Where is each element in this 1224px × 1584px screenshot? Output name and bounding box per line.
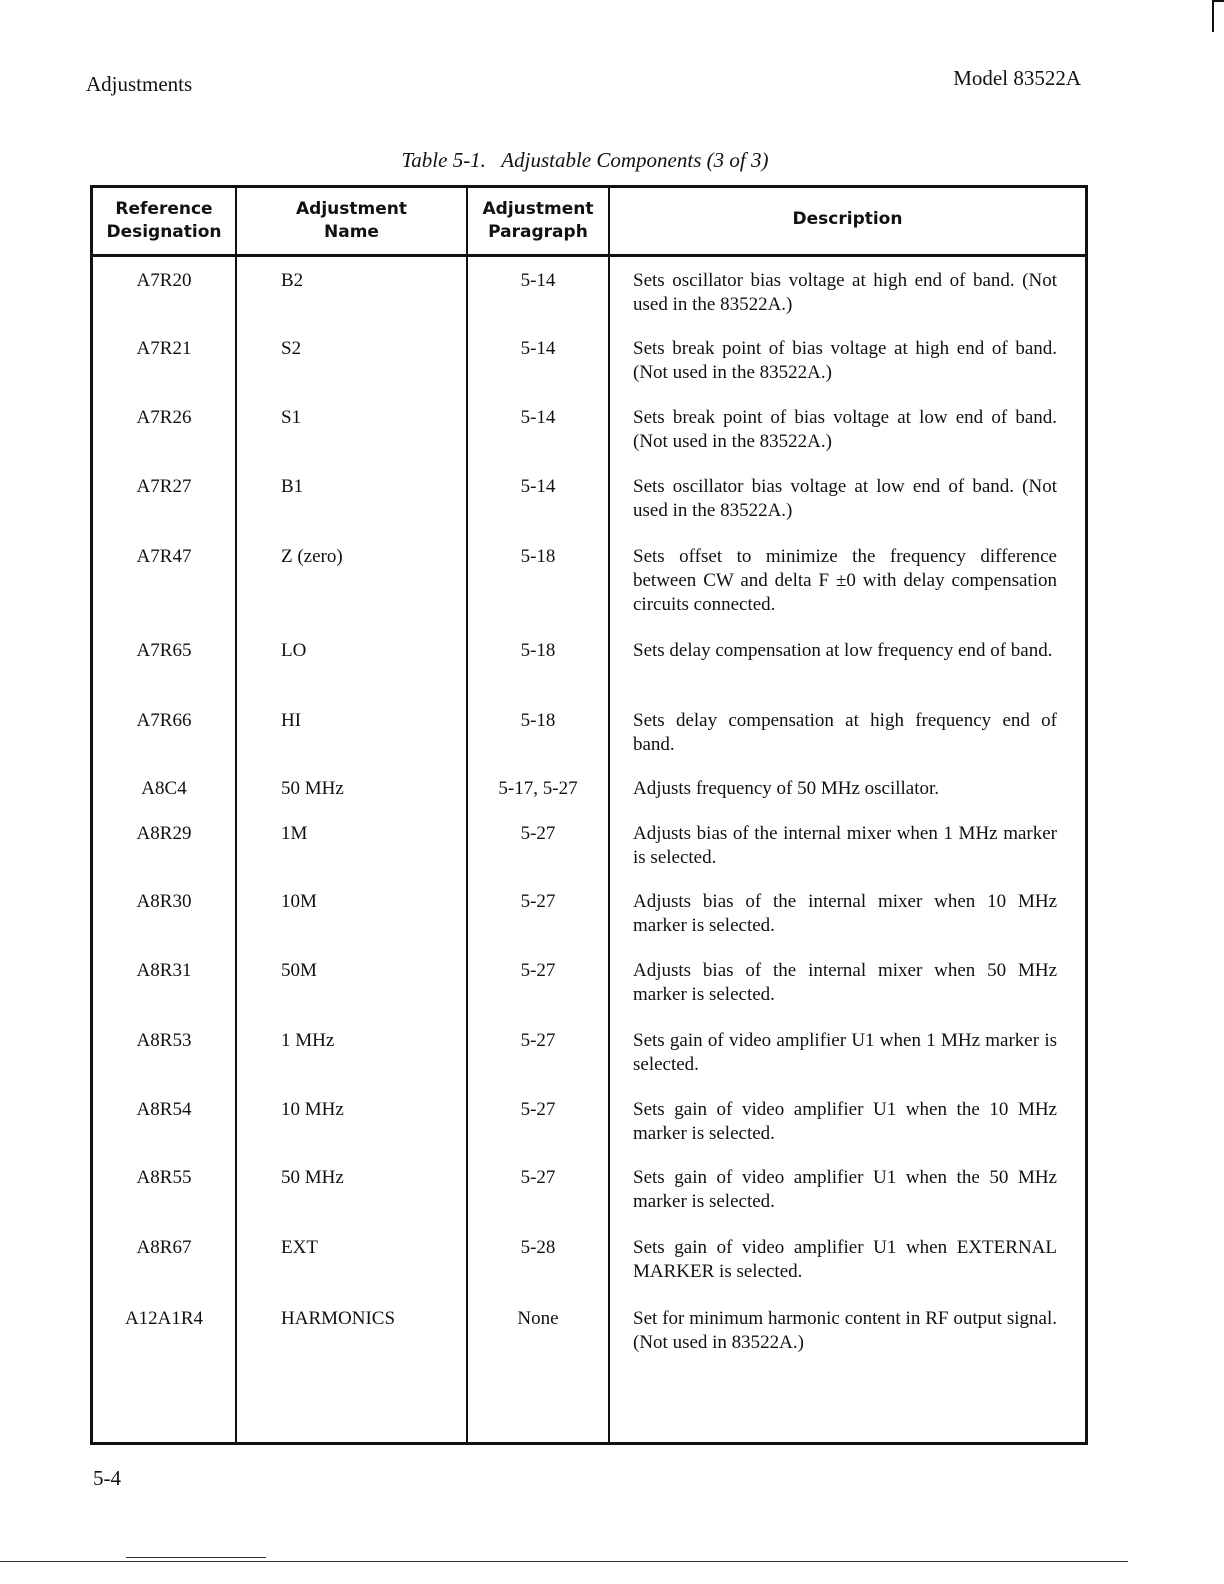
cell-description: Sets gain of video amplifier U1 when 1 MHz marker is selected. [633, 1030, 1057, 1075]
model-header: Model 83522A [953, 66, 1081, 90]
header-description: Description [792, 209, 903, 229]
cell-adjustment-paragraph: 5-27 [520, 823, 556, 844]
cell-description: Adjusts bias of the internal mixer when 10 MHz marker is selected. [633, 891, 1057, 936]
page-corner-mark [1212, 0, 1224, 32]
cell-reference: A8R54 [136, 1099, 192, 1120]
cell-adjustment-name: S2 [281, 338, 302, 359]
header-text: Adjustment [482, 199, 594, 219]
cell-adjustment-paragraph: 5-28 [520, 1237, 556, 1258]
cell-description: Sets delay compensation at high frequency end of band. [633, 710, 1057, 755]
cell-reference: A8R30 [136, 891, 192, 912]
cell-reference: A7R47 [136, 546, 192, 567]
cell-adjustment-name: EXT [281, 1237, 318, 1258]
cell-reference: A8C4 [141, 778, 187, 799]
cell-reference: A7R26 [136, 407, 192, 428]
header-divider [93, 254, 1085, 257]
table-title: Table 5-1. Adjustable Components (3 of 3) [401, 148, 769, 172]
cell-adjustment-paragraph: 5-27 [520, 960, 556, 981]
cell-adjustment-name: 10 MHz [281, 1099, 344, 1120]
cell-reference: A7R27 [136, 476, 192, 497]
footer-rule-short [126, 1557, 266, 1558]
cell-description: Set for minimum harmonic content in RF output signal. (Not used in 83522A.) [633, 1308, 1057, 1353]
cell-description: Sets break point of bias voltage at high end of band. (Not used in the 83522A.) [633, 338, 1057, 383]
cell-description: Adjusts bias of the internal mixer when 50 MHz marker is selected. [633, 960, 1057, 1005]
cell-reference: A8R53 [136, 1030, 192, 1051]
cell-reference: A7R65 [136, 640, 192, 661]
cell-adjustment-name: LO [281, 640, 307, 661]
cell-adjustment-name: S1 [281, 407, 302, 428]
cell-adjustment-name: 50 MHz [281, 1167, 344, 1188]
cell-reference: A8R55 [136, 1167, 192, 1188]
cell-description: Sets gain of video amplifier U1 when EXTERNAL MARKER is selected. [633, 1237, 1057, 1282]
page-number: 5-4 [93, 1466, 121, 1490]
cell-adjustment-paragraph: 5-18 [520, 640, 556, 661]
cell-reference: A8R67 [136, 1237, 192, 1258]
cell-reference: A7R20 [136, 270, 192, 291]
cell-description: Sets gain of video amplifier U1 when the 50 MHz marker is selected. [633, 1167, 1057, 1212]
cell-reference: A12A1R4 [124, 1308, 204, 1329]
cell-adjustment-name: 10M [281, 891, 317, 912]
cell-adjustment-name: B2 [281, 270, 304, 291]
column-divider [235, 188, 237, 1442]
cell-description: Sets break point of bias voltage at low end of band. (Not used in the 83522A.) [633, 407, 1057, 452]
cell-adjustment-paragraph: 5-27 [520, 1099, 556, 1120]
cell-description: Sets oscillator bias voltage at low end of band. (Not used in the 83522A.) [633, 476, 1057, 521]
cell-reference: A8R29 [136, 823, 192, 844]
header-text: Paragraph [488, 222, 588, 242]
cell-reference: A8R31 [136, 960, 192, 981]
cell-adjustment-name: Z (zero) [281, 546, 343, 567]
header-adjustment-name [237, 198, 466, 244]
header-text: Adjustment [296, 199, 407, 219]
cell-adjustment-name: HARMONICS [281, 1308, 396, 1329]
cell-adjustment-name: 1 MHz [281, 1030, 335, 1051]
cell-adjustment-paragraph: None [517, 1308, 559, 1329]
cell-adjustment-name: 50 MHz [281, 778, 344, 799]
cell-adjustment-paragraph: 5-27 [520, 1030, 556, 1051]
cell-adjustment-name: 50M [281, 960, 317, 981]
header-text: Designation [106, 222, 222, 242]
header-adjustment-paragraph [468, 198, 608, 244]
cell-description: Sets gain of video amplifier U1 when the 10 MHz marker is selected. [633, 1099, 1057, 1144]
adjustable-components-table [90, 185, 1088, 1445]
cell-adjustment-name: HI [281, 710, 302, 731]
cell-description: Sets delay compensation at low frequency end of band. [633, 640, 1053, 661]
cell-reference: A7R66 [136, 710, 192, 731]
cell-reference: A7R21 [136, 338, 192, 359]
footer-rule [0, 1561, 1128, 1562]
cell-adjustment-paragraph: 5-27 [520, 891, 556, 912]
cell-adjustment-paragraph: 5-18 [520, 710, 556, 731]
cell-description: Sets offset to minimize the frequency difference between CW and delta F ±0 with delay compensation circuits connected. [633, 546, 1057, 615]
cell-description: Adjusts frequency of 50 MHz oscillator. [633, 778, 940, 799]
section-header: Adjustments [86, 72, 193, 96]
header-text: Name [324, 222, 379, 242]
cell-adjustment-paragraph: 5-14 [520, 338, 556, 359]
cell-description: Adjusts bias of the internal mixer when 1 MHz marker is selected. [633, 823, 1057, 868]
cell-adjustment-paragraph: 5-14 [520, 476, 556, 497]
cell-adjustment-paragraph: 5-14 [520, 270, 556, 291]
cell-adjustment-paragraph: 5-14 [520, 407, 556, 428]
header-reference-designation [93, 198, 235, 244]
cell-adjustment-paragraph: 5-17, 5-27 [498, 778, 578, 799]
cell-adjustment-name: B1 [281, 476, 304, 497]
cell-adjustment-paragraph: 5-18 [520, 546, 556, 567]
header-text: Reference [115, 199, 213, 219]
column-divider [608, 188, 610, 1442]
cell-adjustment-paragraph: 5-27 [520, 1167, 556, 1188]
cell-adjustment-name: 1M [281, 823, 308, 844]
cell-description: Sets oscillator bias voltage at high end of band. (Not used in the 83522A.) [633, 270, 1057, 315]
